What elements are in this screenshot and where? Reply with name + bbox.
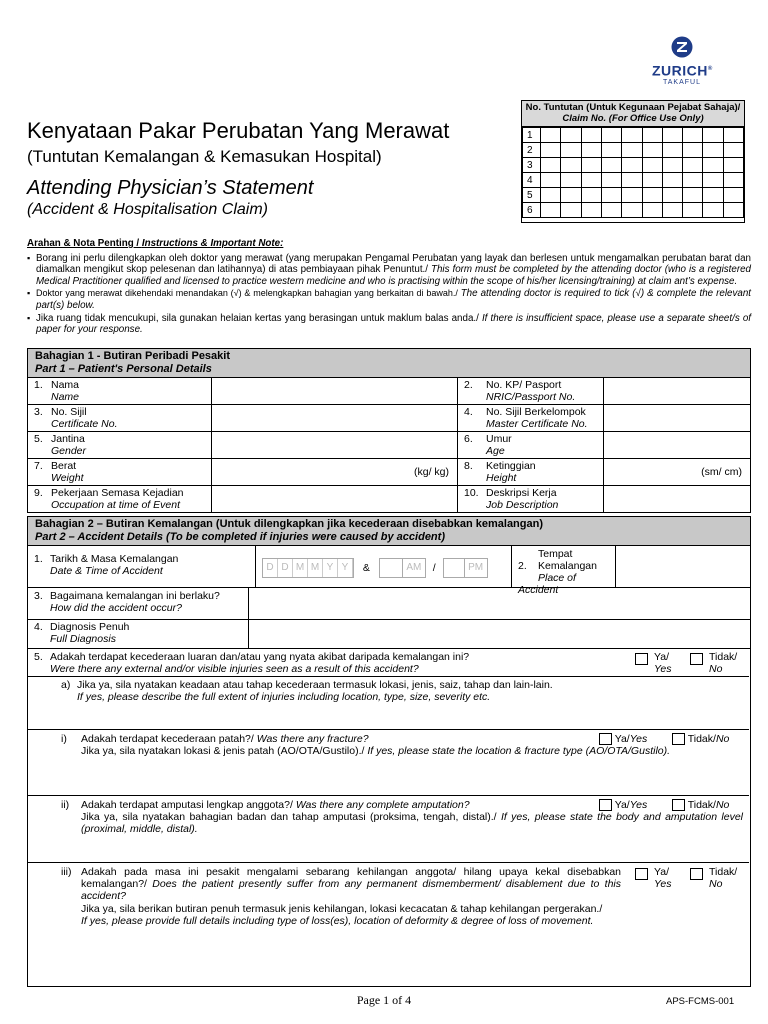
q5-no-option[interactable] bbox=[690, 651, 737, 675]
logo-sub: TAKAFUL bbox=[663, 78, 701, 86]
q4-num: 4. bbox=[34, 621, 43, 633]
q5-ms: Adakah terdapat kecederaan luaran dan/atau yang nyata akibat daripada kemalangan ini? bbox=[50, 651, 470, 663]
claim-digit-cell[interactable] bbox=[622, 173, 642, 188]
title-en: Attending Physician’s Statement bbox=[27, 177, 314, 199]
q4-label bbox=[28, 620, 249, 648]
qa-en: If yes, please describe the full extent of injuries including location, type, size, severity etc. bbox=[77, 691, 491, 703]
qi-sub-ms: Jika ya, sila nyatakan lokasi & jenis patah (AO/OTA/Gustilo)./ bbox=[81, 745, 368, 757]
qi-ms: Adakah terdapat kecederaan patah?/ bbox=[81, 733, 257, 745]
part1-input-field[interactable] bbox=[212, 432, 458, 458]
part1-input-field[interactable] bbox=[604, 486, 750, 512]
qii-num: ii) bbox=[61, 799, 70, 811]
part1-row bbox=[28, 459, 750, 486]
date-input-group[interactable] bbox=[262, 558, 354, 578]
title-ms: Kenyataan Pakar Perubatan Yang Merawat bbox=[27, 118, 450, 143]
claim-digit-cell[interactable] bbox=[622, 203, 642, 218]
field-label-ms: Umur bbox=[486, 433, 512, 445]
instructions-section bbox=[27, 238, 751, 337]
note-item bbox=[36, 313, 751, 336]
subtitle-ms: (Tuntutan Kemalangan & Kemasukan Hospital) bbox=[27, 147, 382, 166]
logo-registered: ® bbox=[707, 66, 713, 72]
q1-label bbox=[28, 546, 256, 587]
q5-no-checkbox[interactable] bbox=[690, 653, 703, 665]
claim-digit-cell[interactable] bbox=[723, 188, 743, 203]
claim-digit-cell[interactable] bbox=[581, 188, 601, 203]
logo-name: ZURICH bbox=[652, 62, 708, 79]
claim-row-number: 5 bbox=[523, 188, 541, 203]
claim-digit-cell[interactable] bbox=[683, 158, 703, 173]
qi-sub-en: If yes, please state the location & fracture type (AO/OTA/Gustilo). bbox=[367, 745, 671, 757]
claim-digit-cell[interactable] bbox=[703, 173, 723, 188]
field-num: 5. bbox=[34, 433, 43, 445]
field-label-en: Name bbox=[51, 391, 80, 403]
qiii-no-checkbox[interactable] bbox=[690, 868, 703, 880]
claim-digit-cell[interactable] bbox=[703, 158, 723, 173]
claim-digit-cell[interactable] bbox=[642, 173, 662, 188]
part1-input-field[interactable] bbox=[212, 459, 458, 485]
date-digit-input[interactable]: D bbox=[263, 559, 278, 577]
qiii-no-option[interactable] bbox=[690, 866, 737, 890]
subtitle-en: (Accident & Hospitalisation Claim) bbox=[27, 201, 268, 218]
claim-digit-cell[interactable] bbox=[622, 143, 642, 158]
q2-ms: Tempat Kemalangan bbox=[538, 548, 597, 572]
qa-num: a) bbox=[61, 679, 71, 691]
divider bbox=[27, 862, 749, 863]
claim-number-row bbox=[523, 188, 744, 203]
claim-digit-cell[interactable] bbox=[642, 203, 662, 218]
field-num: 6. bbox=[464, 433, 473, 445]
claim-row-number: 2 bbox=[523, 143, 541, 158]
divider bbox=[27, 795, 749, 796]
claim-number-row bbox=[523, 128, 744, 143]
qiii-num: iii) bbox=[61, 866, 72, 878]
part1-label bbox=[458, 405, 604, 431]
zurich-z-icon bbox=[671, 36, 693, 58]
date-digit-input[interactable]: Y bbox=[323, 559, 338, 577]
claim-number-grid bbox=[522, 127, 744, 218]
part1-input-field[interactable] bbox=[212, 378, 458, 404]
field-num: 1. bbox=[34, 379, 43, 391]
qiii-question bbox=[61, 866, 621, 902]
unit-label: (kg/ kg) bbox=[413, 466, 449, 478]
part1-input-field[interactable] bbox=[604, 432, 750, 458]
q4-row bbox=[28, 620, 750, 649]
claim-digit-cell[interactable] bbox=[662, 158, 682, 173]
q5-yes-option[interactable] bbox=[635, 651, 672, 675]
part1-label bbox=[458, 432, 604, 458]
claim-digit-cell[interactable] bbox=[581, 203, 601, 218]
part1-title-en: Part 1 – Patient's Personal Details bbox=[35, 363, 212, 375]
claim-digit-cell[interactable] bbox=[642, 158, 662, 173]
q5-subquestions-box bbox=[27, 676, 749, 981]
claim-digit-cell[interactable] bbox=[541, 143, 561, 158]
instructions-heading-ms: Arahan & Nota Penting / bbox=[27, 238, 142, 249]
instructions-heading-en: Instructions & Important Note: bbox=[141, 238, 284, 249]
part1-row bbox=[28, 405, 750, 432]
qiii-no-ms: Tidak/ bbox=[709, 866, 738, 878]
claim-digit-cell[interactable] bbox=[642, 143, 662, 158]
field-label-en: Occupation at time of Event bbox=[51, 499, 180, 511]
qii-yes-option[interactable] bbox=[599, 799, 647, 811]
claim-digit-cell[interactable] bbox=[723, 143, 743, 158]
part1-row bbox=[28, 432, 750, 459]
note-en: If there is insufficient space, please use a separate sheet/s of paper for your response. bbox=[36, 312, 751, 336]
claim-digit-cell[interactable] bbox=[642, 128, 662, 143]
q5-yes-en: Yes bbox=[654, 663, 672, 675]
part2-header bbox=[28, 517, 750, 546]
claim-digit-cell[interactable] bbox=[581, 128, 601, 143]
part1-label bbox=[28, 432, 212, 458]
claim-digit-cell[interactable] bbox=[723, 173, 743, 188]
claim-number-row bbox=[523, 173, 744, 188]
claim-digit-cell[interactable] bbox=[622, 158, 642, 173]
office-header-en: Claim No. (For Office Use Only) bbox=[562, 113, 704, 124]
q1-slash: / bbox=[432, 561, 436, 574]
claim-number-row bbox=[523, 158, 744, 173]
field-label-ms: Ketinggian bbox=[486, 460, 536, 472]
part1-label bbox=[458, 378, 604, 404]
field-label-en: Certificate No. bbox=[51, 418, 118, 430]
q4-en: Full Diagnosis bbox=[50, 633, 116, 645]
qii-yes-checkbox[interactable] bbox=[599, 799, 612, 811]
qii-ms: Adakah terdapat amputasi lengkap anggota?/ bbox=[81, 799, 296, 811]
claim-digit-cell[interactable] bbox=[622, 128, 642, 143]
time-am-input[interactable]: AM bbox=[403, 558, 426, 578]
claim-digit-cell[interactable] bbox=[662, 203, 682, 218]
q1-date-time-field[interactable] bbox=[256, 546, 512, 587]
qi-no-checkbox[interactable] bbox=[672, 733, 685, 745]
claim-digit-cell[interactable] bbox=[662, 128, 682, 143]
claim-digit-cell[interactable] bbox=[541, 128, 561, 143]
qii-sub-ms: Jika ya, sila nyatakan bahagian badan dan tahap amputasi (proksima, tengah, distal)./ bbox=[81, 811, 501, 823]
qi-no-ms: Tidak/ bbox=[687, 733, 716, 745]
claim-digit-cell[interactable] bbox=[601, 188, 621, 203]
claim-digit-cell[interactable] bbox=[601, 158, 621, 173]
date-digit-input[interactable]: M bbox=[308, 559, 323, 577]
part1-label bbox=[28, 459, 212, 485]
part1-input-field[interactable] bbox=[604, 459, 750, 485]
instructions-heading bbox=[27, 238, 751, 250]
part1-header bbox=[28, 349, 750, 378]
claim-digit-cell[interactable] bbox=[662, 188, 682, 203]
q2-place-field[interactable] bbox=[616, 546, 750, 587]
field-label-en: Gender bbox=[51, 445, 87, 457]
field-label-en: NRIC/Passport No. bbox=[486, 391, 576, 403]
qi-yes-en: Yes bbox=[629, 733, 648, 745]
field-label-ms: Berat bbox=[51, 460, 77, 472]
field-label-ms: Deskripsi Kerja bbox=[486, 487, 557, 499]
qi-no-en: No bbox=[715, 733, 730, 745]
q3-num: 3. bbox=[34, 590, 43, 602]
qiii-ms: Adakah pada masa ini pesakit mengalami sebarang kehilangan anggota/ hilang upaya kekal disebabkan kemalangan?/ bbox=[81, 866, 621, 890]
qi-yes-checkbox[interactable] bbox=[599, 733, 612, 745]
q3-answer-field[interactable] bbox=[249, 588, 750, 619]
qii-no-en: No bbox=[715, 799, 730, 811]
part2-accident-details bbox=[27, 516, 751, 987]
claim-digit-cell[interactable] bbox=[601, 173, 621, 188]
claim-digit-cell[interactable] bbox=[642, 188, 662, 203]
claim-number-row bbox=[523, 143, 744, 158]
qiii-yes-en: Yes bbox=[654, 878, 672, 890]
field-num: 4. bbox=[464, 406, 473, 418]
part1-label bbox=[28, 405, 212, 431]
field-num: 3. bbox=[34, 406, 43, 418]
field-num: 9. bbox=[34, 487, 43, 499]
note-item bbox=[36, 253, 751, 288]
claim-digit-cell[interactable] bbox=[683, 143, 703, 158]
claim-row-number: 4 bbox=[523, 173, 541, 188]
claim-digit-cell[interactable] bbox=[622, 188, 642, 203]
qi-yes-option[interactable] bbox=[599, 733, 647, 745]
qiii-no-en: No bbox=[709, 878, 723, 890]
part1-label bbox=[28, 378, 212, 404]
claim-digit-cell[interactable] bbox=[703, 203, 723, 218]
claim-digit-cell[interactable] bbox=[541, 173, 561, 188]
claim-digit-cell[interactable] bbox=[723, 128, 743, 143]
time-hour-input[interactable] bbox=[379, 558, 403, 578]
part1-label bbox=[458, 459, 604, 485]
claim-digit-cell[interactable] bbox=[561, 158, 581, 173]
claim-digit-cell[interactable] bbox=[541, 203, 561, 218]
claim-digit-cell[interactable] bbox=[561, 188, 581, 203]
claim-digit-cell[interactable] bbox=[723, 158, 743, 173]
claim-number-row bbox=[523, 203, 744, 218]
date-digit-input[interactable]: D bbox=[278, 559, 293, 577]
note-en: This form must be completed by the attending doctor (who is a registered Medical Practitioner qualified and licensed to practice western medicine and who is practising within the scope of his/her licensing/training) at claim ant’s expense. bbox=[36, 264, 752, 287]
qi-yes-ms: Ya/ bbox=[614, 733, 630, 745]
claim-row-number: 6 bbox=[523, 203, 541, 218]
field-label-ms: No. KP/ Pasport bbox=[486, 379, 562, 391]
claim-digit-cell[interactable] bbox=[703, 128, 723, 143]
claim-digit-cell[interactable] bbox=[703, 143, 723, 158]
field-label-ms: No. Sijil Berkelompok bbox=[486, 406, 586, 418]
q5-no-ms: Tidak/ bbox=[709, 651, 738, 663]
note-en: The attending doctor is required to tick (√) & complete the relevant part(s) below. bbox=[36, 288, 751, 311]
qii-yes-ms: Ya/ bbox=[614, 799, 630, 811]
note-item bbox=[36, 288, 751, 311]
office-use-header bbox=[522, 101, 744, 127]
q2-num: 2. bbox=[518, 560, 527, 572]
field-label-ms: Nama bbox=[51, 379, 80, 391]
date-digit-input[interactable]: Y bbox=[338, 559, 353, 577]
part1-input-field[interactable] bbox=[212, 405, 458, 431]
part2-title-ms: Bahagian 2 – Butiran Kemalangan (Untuk dilengkapkan jika kecederaan disebabkan kemalangan) bbox=[35, 518, 543, 530]
q3-en: How did the accident occur? bbox=[50, 602, 182, 614]
claim-digit-cell[interactable] bbox=[723, 203, 743, 218]
q4-diagnosis-field[interactable] bbox=[249, 620, 750, 648]
part1-label bbox=[28, 486, 212, 512]
qi-en: Was there any fracture? bbox=[256, 733, 369, 745]
q1-ms: Tarikh & Masa Kemalangan bbox=[50, 553, 179, 565]
claim-digit-cell[interactable] bbox=[662, 143, 682, 158]
qi-no-option[interactable] bbox=[672, 733, 729, 745]
qiii-yes-checkbox[interactable] bbox=[635, 868, 648, 880]
divider bbox=[27, 729, 749, 730]
claim-digit-cell[interactable] bbox=[662, 173, 682, 188]
q2-label bbox=[512, 546, 616, 596]
field-label-ms: Pekerjaan Semasa Kejadian bbox=[51, 487, 184, 499]
part1-label bbox=[458, 486, 604, 512]
qiii-yes-ms: Ya/ bbox=[654, 866, 669, 878]
unit-label: (sm/ cm) bbox=[701, 466, 742, 478]
q5-en: Were there any external and/or visible injuries seen as a result of this accident? bbox=[50, 663, 419, 675]
field-label-ms: No. Sijil bbox=[51, 406, 87, 418]
field-num: 10. bbox=[464, 487, 479, 499]
field-label-en: Height bbox=[486, 472, 517, 484]
qiii-yes-option[interactable] bbox=[635, 866, 672, 890]
claim-digit-cell[interactable] bbox=[601, 203, 621, 218]
qii-sub-en: If yes, please state the body and amputation level (proximal, middle, distal). bbox=[81, 811, 743, 835]
q2-en: Place of Accident bbox=[518, 572, 576, 596]
part1-title-ms: Bahagian 1 - Butiran Peribadi Pesakit bbox=[35, 350, 231, 362]
field-num: 7. bbox=[34, 460, 43, 472]
q5-section bbox=[28, 649, 750, 981]
claim-digit-cell[interactable] bbox=[683, 128, 703, 143]
field-label-en: Weight bbox=[51, 472, 84, 484]
office-use-claim-box bbox=[521, 100, 745, 223]
claim-digit-cell[interactable] bbox=[541, 158, 561, 173]
claim-digit-cell[interactable] bbox=[703, 188, 723, 203]
q1-en: Date & Time of Accident bbox=[50, 565, 163, 577]
claim-digit-cell[interactable] bbox=[683, 173, 703, 188]
qii-no-option[interactable] bbox=[672, 799, 729, 811]
note-ms: Doktor yang merawat dikehendaki menandakan (√) & melengkapkan bahagian yang berkaitan di bawah./ bbox=[36, 288, 461, 299]
claim-digit-cell[interactable] bbox=[541, 188, 561, 203]
q1-ampersand: & bbox=[362, 561, 370, 574]
field-label-en: Master Certificate No. bbox=[486, 418, 588, 430]
qii-no-checkbox[interactable] bbox=[672, 799, 685, 811]
part1-row bbox=[28, 378, 750, 405]
claim-row-number: 1 bbox=[523, 128, 541, 143]
qii-no-ms: Tidak/ bbox=[687, 799, 716, 811]
page-number: Page 1 of 4 bbox=[356, 993, 412, 1007]
part1-input-field[interactable] bbox=[604, 378, 750, 404]
q3-ms: Bagaimana kemalangan ini berlaku? bbox=[50, 590, 220, 602]
part2-title-en: Part 2 – Accident Details (To be completed if injuries were caused by accident) bbox=[35, 531, 445, 543]
q5-question bbox=[34, 651, 469, 675]
claim-digit-cell[interactable] bbox=[601, 128, 621, 143]
qa-question bbox=[61, 679, 553, 703]
q5-num: 5. bbox=[34, 651, 43, 663]
q5-yes-ms: Ya/ bbox=[654, 651, 669, 663]
qi-num: i) bbox=[61, 733, 67, 745]
qii-yes-en: Yes bbox=[629, 799, 648, 811]
part1-row bbox=[28, 486, 750, 512]
qii-en: Was there any complete amputation? bbox=[295, 799, 470, 811]
claim-digit-cell[interactable] bbox=[601, 143, 621, 158]
q3-label bbox=[28, 588, 249, 619]
q5-yes-checkbox[interactable] bbox=[635, 653, 648, 665]
claim-digit-cell[interactable] bbox=[561, 128, 581, 143]
part1-patient-details bbox=[27, 348, 751, 513]
claim-digit-cell[interactable] bbox=[561, 143, 581, 158]
q1-num: 1. bbox=[34, 553, 43, 565]
note-ms: Jika ruang tidak mencukupi, sila gunakan helaian kertas yang berasingan untuk maklum balas anda./ bbox=[36, 312, 482, 324]
claim-digit-cell[interactable] bbox=[683, 203, 703, 218]
date-digit-input[interactable]: M bbox=[293, 559, 308, 577]
note-ms: Borang ini perlu dilengkapkan oleh doktor yang merawat (yang merupakan Pengamal Perubatan yang layak dan berlesen untuk mengamalkan perubatan barat dan diamalkan mengikut skop pelesenan dan latihannya) di atas pembiayaan pihak Penuntut./ bbox=[36, 252, 751, 276]
claim-digit-cell[interactable] bbox=[561, 203, 581, 218]
office-header-ms: No. Tuntutan (Untuk Kegunaan Pejabat Sahaja)/ bbox=[525, 102, 741, 113]
claim-row-number: 3 bbox=[523, 158, 541, 173]
q3-row bbox=[28, 588, 750, 620]
claim-digit-cell[interactable] bbox=[561, 173, 581, 188]
claim-digit-cell[interactable] bbox=[581, 173, 601, 188]
qiii-en: Does the patient presently suffer from any permanent dismemberment/ disablement due to this accident? bbox=[81, 878, 621, 902]
time-pm-input[interactable]: PM bbox=[465, 558, 488, 578]
field-num: 8. bbox=[464, 460, 473, 472]
field-label-en: Job Description bbox=[486, 499, 559, 511]
claim-digit-cell[interactable] bbox=[581, 158, 601, 173]
qiii-sub-ms: Jika ya, sila berikan butiran penuh termasuk jenis kehilangan, lokasi kecacatan & tahap kehilangan pergerakan./ bbox=[81, 903, 603, 915]
qiii-sub-en: If yes, please provide full details including type of loss(es), location of deformity & degree of loss of movement. bbox=[81, 915, 594, 927]
form-code: APS-FCMS-001 bbox=[666, 996, 735, 1007]
qa-ms: Jika ya, sila nyatakan keadaan atau tahap kecederaan termasuk lokasi, jenis, saiz, tahap dan lain-lain. bbox=[77, 679, 553, 691]
time-min-input[interactable] bbox=[443, 558, 465, 578]
claim-digit-cell[interactable] bbox=[683, 188, 703, 203]
field-label-ms: Jantina bbox=[51, 433, 85, 445]
q4-ms: Diagnosis Penuh bbox=[50, 621, 130, 633]
qiii-sub bbox=[81, 903, 741, 927]
claim-digit-cell[interactable] bbox=[581, 143, 601, 158]
zurich-takaful-logo bbox=[652, 36, 712, 96]
q5-no-en: No bbox=[709, 663, 723, 675]
part1-input-field[interactable] bbox=[604, 405, 750, 431]
part1-input-field[interactable] bbox=[212, 486, 458, 512]
field-label-en: Age bbox=[486, 445, 505, 457]
field-num: 2. bbox=[464, 379, 473, 391]
